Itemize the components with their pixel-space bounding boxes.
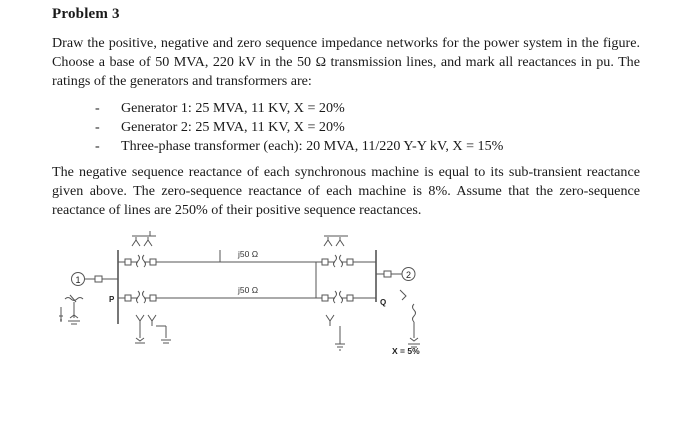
- rating-text: Generator 2: 25 MVA, 11 KV, X = 20%: [121, 119, 345, 136]
- list-dash: -: [95, 119, 100, 136]
- rating-text: Generator 1: 25 MVA, 11 KV, X = 20%: [121, 100, 345, 116]
- one-line-diagram: [40, 222, 660, 372]
- transformer-upper-right: [316, 236, 376, 267]
- problem-title: Problem 3: [52, 6, 120, 22]
- line-1-impedance: j50 Ω: [238, 249, 259, 259]
- rating-generator-1: [95, 99, 503, 118]
- rating-transformer: [95, 137, 503, 156]
- bus-p-label: P: [109, 295, 115, 304]
- gen1-number: 1: [75, 275, 81, 285]
- problem-statement: Draw the positive, negative and zero sequence impedance networks for the power system in the figure. Choose a base of 50 MVA, 220 kV in the 50 Ω transmission lines, and mark all reactances in pu. The ratings of the generators and transformers are:: [52, 35, 640, 89]
- rating-text: Three-phase transformer (each): 20 MVA, 11/220 Y-Y kV, X = 15%: [121, 138, 504, 155]
- transformer-lower-right: [316, 291, 376, 350]
- transformer-lower-left: [118, 291, 220, 343]
- gen2-reactance-label: X = 5%: [392, 346, 420, 356]
- transformer-upper-left: [118, 231, 220, 267]
- bus-q-label: Q: [380, 298, 387, 307]
- gen2-number: 2: [405, 270, 412, 280]
- list-dash: -: [95, 100, 100, 116]
- list-dash: -: [95, 138, 100, 155]
- ratings-list: [95, 99, 503, 157]
- assumptions-paragraph: The negative sequence reactance of each synchronous machine is equal to its sub-transient reactance given above. The zero-sequence reactance of each machine is 8%. Assume that the zero-sequence reactance of lines are 250% of their positive sequence reactances.: [52, 164, 640, 218]
- rating-generator-2: [95, 118, 503, 137]
- line-2-impedance: j50 Ω: [238, 285, 259, 295]
- generator-2-symbol: [376, 268, 420, 348]
